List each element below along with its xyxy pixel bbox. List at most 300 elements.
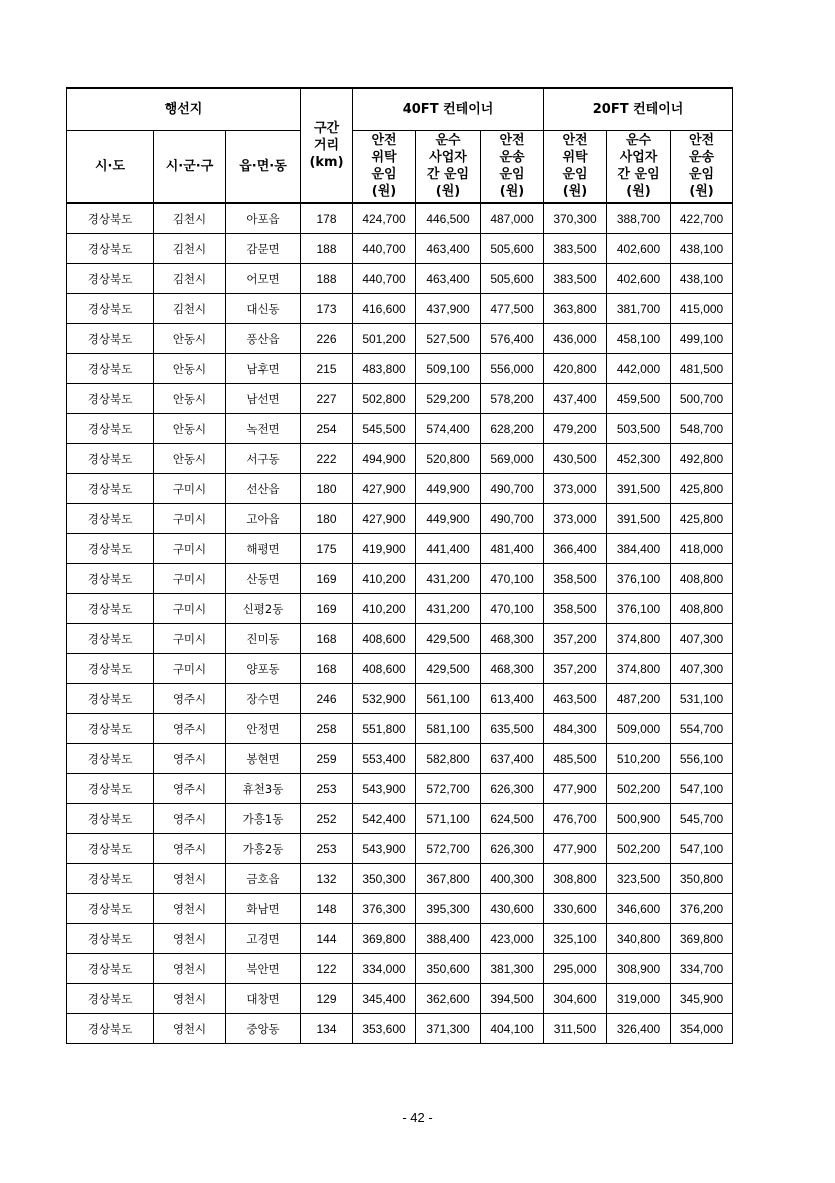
table-cell: 경상북도	[67, 804, 154, 834]
table-cell: 경상북도	[67, 864, 154, 894]
table-cell: 김천시	[154, 203, 226, 234]
table-cell: 408,800	[671, 594, 733, 624]
table-cell: 500,700	[671, 384, 733, 414]
table-cell: 374,800	[607, 654, 671, 684]
table-cell: 369,800	[671, 924, 733, 954]
table-cell: 129	[301, 984, 353, 1014]
table-cell: 180	[301, 474, 353, 504]
table-cell: 362,600	[416, 984, 481, 1014]
table-row	[67, 1014, 733, 1044]
table-cell: 366,400	[544, 534, 607, 564]
table-cell: 408,600	[353, 624, 416, 654]
table-cell: 252	[301, 804, 353, 834]
table-cell: 258	[301, 714, 353, 744]
table-cell: 녹전면	[226, 414, 301, 444]
table-cell: 진미동	[226, 624, 301, 654]
header-rate-col: 안전 위탁 운임 (원)	[544, 130, 607, 203]
table-cell: 502,800	[353, 384, 416, 414]
table-cell: 122	[301, 954, 353, 984]
table-cell: 222	[301, 444, 353, 474]
table-cell: 구미시	[154, 504, 226, 534]
table-cell: 350,800	[671, 864, 733, 894]
freight-rate-table	[66, 87, 733, 1044]
table-cell: 418,000	[671, 534, 733, 564]
table-row	[67, 984, 733, 1014]
table-cell: 492,800	[671, 444, 733, 474]
table-row	[67, 203, 733, 234]
table-cell: 경상북도	[67, 384, 154, 414]
table-cell: 신평2동	[226, 594, 301, 624]
table-cell: 400,300	[481, 864, 544, 894]
table-cell: 경상북도	[67, 984, 154, 1014]
table-cell: 427,900	[353, 474, 416, 504]
table-cell: 477,900	[544, 774, 607, 804]
table-cell: 369,800	[353, 924, 416, 954]
table-cell: 173	[301, 294, 353, 324]
table-cell: 354,000	[671, 1014, 733, 1044]
table-cell: 경상북도	[67, 894, 154, 924]
table-cell: 경상북도	[67, 714, 154, 744]
table-cell: 168	[301, 654, 353, 684]
table-cell: 295,000	[544, 954, 607, 984]
table-cell: 371,300	[416, 1014, 481, 1044]
table-cell: 226	[301, 324, 353, 354]
table-cell: 626,300	[481, 834, 544, 864]
table-cell: 373,000	[544, 504, 607, 534]
table-cell: 463,500	[544, 684, 607, 714]
table-cell: 423,000	[481, 924, 544, 954]
table-cell: 308,900	[607, 954, 671, 984]
table-cell: 449,900	[416, 474, 481, 504]
table-cell: 봉현면	[226, 744, 301, 774]
table-row	[67, 774, 733, 804]
table-cell: 427,900	[353, 504, 416, 534]
table-cell: 383,500	[544, 234, 607, 264]
table-cell: 527,500	[416, 324, 481, 354]
header-rate-col: 운수 사업자 간 운임 (원)	[607, 130, 671, 203]
table-cell: 금호읍	[226, 864, 301, 894]
table-row	[67, 924, 733, 954]
table-cell: 468,300	[481, 654, 544, 684]
table-cell: 구미시	[154, 654, 226, 684]
table-cell: 624,500	[481, 804, 544, 834]
table-cell: 246	[301, 684, 353, 714]
table-cell: 487,200	[607, 684, 671, 714]
table-cell: 510,200	[607, 744, 671, 774]
table-cell: 509,000	[607, 714, 671, 744]
table-cell: 509,100	[416, 354, 481, 384]
table-cell: 169	[301, 564, 353, 594]
table-cell: 613,400	[481, 684, 544, 714]
table-cell: 483,800	[353, 354, 416, 384]
table-cell: 569,000	[481, 444, 544, 474]
header-rate-col: 안전 운송 운임 (원)	[481, 130, 544, 203]
table-cell: 381,300	[481, 954, 544, 984]
table-cell: 영주시	[154, 774, 226, 804]
table-cell: 384,400	[607, 534, 671, 564]
table-cell: 가흥1동	[226, 804, 301, 834]
table-cell: 402,600	[607, 234, 671, 264]
table-cell: 357,200	[544, 624, 607, 654]
table-cell: 경상북도	[67, 414, 154, 444]
table-cell: 520,800	[416, 444, 481, 474]
table-cell: 영주시	[154, 684, 226, 714]
table-cell: 구미시	[154, 624, 226, 654]
table-cell: 188	[301, 234, 353, 264]
table-row	[67, 684, 733, 714]
header-sido: 시·도	[67, 130, 154, 203]
table-cell: 381,700	[607, 294, 671, 324]
table-cell: 경상북도	[67, 624, 154, 654]
table-cell: 132	[301, 864, 353, 894]
table-cell: 502,200	[607, 774, 671, 804]
table-cell: 505,600	[481, 234, 544, 264]
table-cell: 407,300	[671, 624, 733, 654]
table-cell: 남선면	[226, 384, 301, 414]
header-sigungu: 시·군·구	[154, 130, 226, 203]
table-cell: 391,500	[607, 474, 671, 504]
table-cell: 477,500	[481, 294, 544, 324]
table-cell: 358,500	[544, 594, 607, 624]
header-distance: 구간 거리 (km)	[301, 88, 353, 203]
table-cell: 425,800	[671, 474, 733, 504]
table-cell: 345,400	[353, 984, 416, 1014]
table-cell: 경상북도	[67, 1014, 154, 1044]
table-cell: 376,300	[353, 894, 416, 924]
table-row	[67, 294, 733, 324]
table-cell: 346,600	[607, 894, 671, 924]
table-cell: 풍산읍	[226, 324, 301, 354]
table-cell: 376,200	[671, 894, 733, 924]
table-cell: 429,500	[416, 654, 481, 684]
table-cell: 459,500	[607, 384, 671, 414]
table-cell: 경상북도	[67, 534, 154, 564]
table-cell: 572,700	[416, 774, 481, 804]
table-cell: 561,100	[416, 684, 481, 714]
table-row	[67, 444, 733, 474]
table-cell: 경상북도	[67, 954, 154, 984]
table-cell: 582,800	[416, 744, 481, 774]
table-row	[67, 564, 733, 594]
table-row	[67, 864, 733, 894]
table-cell: 425,800	[671, 504, 733, 534]
table-cell: 144	[301, 924, 353, 954]
table-cell: 경상북도	[67, 234, 154, 264]
table-cell: 572,700	[416, 834, 481, 864]
header-20ft: 20FT 컨테이너	[544, 88, 733, 130]
table-cell: 구미시	[154, 594, 226, 624]
table-cell: 395,300	[416, 894, 481, 924]
header-rate-col: 안전 위탁 운임 (원)	[353, 130, 416, 203]
table-cell: 경상북도	[67, 834, 154, 864]
table-cell: 고경면	[226, 924, 301, 954]
table-cell: 476,700	[544, 804, 607, 834]
table-cell: 477,900	[544, 834, 607, 864]
table-cell: 남후면	[226, 354, 301, 384]
table-cell: 안동시	[154, 384, 226, 414]
header-rate-col: 안전 운송 운임 (원)	[671, 130, 733, 203]
table-cell: 경상북도	[67, 684, 154, 714]
table-cell: 358,500	[544, 564, 607, 594]
table-cell: 463,400	[416, 264, 481, 294]
table-cell: 경상북도	[67, 504, 154, 534]
table-cell: 376,100	[607, 594, 671, 624]
table-cell: 산동면	[226, 564, 301, 594]
table-row	[67, 234, 733, 264]
table-cell: 437,900	[416, 294, 481, 324]
table-cell: 410,200	[353, 594, 416, 624]
table-cell: 188	[301, 264, 353, 294]
table-cell: 490,700	[481, 504, 544, 534]
table-cell: 452,300	[607, 444, 671, 474]
table-cell: 253	[301, 834, 353, 864]
table-cell: 아포읍	[226, 203, 301, 234]
table-cell: 경상북도	[67, 924, 154, 954]
table-cell: 485,500	[544, 744, 607, 774]
table-cell: 334,700	[671, 954, 733, 984]
table-cell: 388,700	[607, 203, 671, 234]
table-cell: 442,000	[607, 354, 671, 384]
table-cell: 487,000	[481, 203, 544, 234]
table-cell: 안정면	[226, 714, 301, 744]
table-cell: 경상북도	[67, 203, 154, 234]
table-row	[67, 654, 733, 684]
table-cell: 408,800	[671, 564, 733, 594]
table-cell: 김천시	[154, 294, 226, 324]
table-cell: 영천시	[154, 924, 226, 954]
table-cell: 429,500	[416, 624, 481, 654]
table-cell: 김천시	[154, 264, 226, 294]
table-cell: 경상북도	[67, 294, 154, 324]
table-cell: 402,600	[607, 264, 671, 294]
header-rate-col: 운수 사업자 간 운임 (원)	[416, 130, 481, 203]
table-row	[67, 954, 733, 984]
table-cell: 259	[301, 744, 353, 774]
table-cell: 구미시	[154, 474, 226, 504]
table-cell: 383,500	[544, 264, 607, 294]
header-origin: 행선지	[67, 88, 301, 130]
table-cell: 449,900	[416, 504, 481, 534]
table-cell: 311,500	[544, 1014, 607, 1044]
table-cell: 556,000	[481, 354, 544, 384]
table-cell: 345,900	[671, 984, 733, 1014]
table-cell: 547,100	[671, 834, 733, 864]
table-cell: 253	[301, 774, 353, 804]
table-cell: 410,200	[353, 564, 416, 594]
table-cell: 468,300	[481, 624, 544, 654]
table-cell: 180	[301, 504, 353, 534]
table-cell: 178	[301, 203, 353, 234]
table-row	[67, 624, 733, 654]
table-cell: 경상북도	[67, 324, 154, 354]
table-cell: 화남면	[226, 894, 301, 924]
table-header	[67, 88, 733, 203]
table-cell: 227	[301, 384, 353, 414]
table-cell: 531,100	[671, 684, 733, 714]
table-cell: 중앙동	[226, 1014, 301, 1044]
page-number: - 42 -	[402, 1110, 433, 1125]
table-cell: 134	[301, 1014, 353, 1044]
table-cell: 422,700	[671, 203, 733, 234]
table-cell: 308,800	[544, 864, 607, 894]
table-cell: 545,700	[671, 804, 733, 834]
table-row	[67, 714, 733, 744]
table-row	[67, 534, 733, 564]
table-cell: 경상북도	[67, 444, 154, 474]
table-cell: 영천시	[154, 1014, 226, 1044]
table-cell: 543,900	[353, 774, 416, 804]
table-cell: 628,200	[481, 414, 544, 444]
table-cell: 350,300	[353, 864, 416, 894]
table-row	[67, 324, 733, 354]
table-row	[67, 594, 733, 624]
table-cell: 438,100	[671, 234, 733, 264]
table-cell: 안동시	[154, 324, 226, 354]
table-cell: 470,100	[481, 564, 544, 594]
table-cell: 556,100	[671, 744, 733, 774]
table-cell: 370,300	[544, 203, 607, 234]
table-cell: 가흥2동	[226, 834, 301, 864]
table-cell: 영주시	[154, 744, 226, 774]
table-cell: 영천시	[154, 864, 226, 894]
table-cell: 576,400	[481, 324, 544, 354]
table-cell: 436,000	[544, 324, 607, 354]
table-cell: 578,200	[481, 384, 544, 414]
table-cell: 영천시	[154, 894, 226, 924]
table-cell: 319,000	[607, 984, 671, 1014]
table-cell: 394,500	[481, 984, 544, 1014]
table-cell: 635,500	[481, 714, 544, 744]
table-cell: 감문면	[226, 234, 301, 264]
table-cell: 500,900	[607, 804, 671, 834]
table-cell: 446,500	[416, 203, 481, 234]
table-cell: 479,200	[544, 414, 607, 444]
table-cell: 626,300	[481, 774, 544, 804]
table-cell: 구미시	[154, 564, 226, 594]
table-cell: 431,200	[416, 594, 481, 624]
table-cell: 215	[301, 354, 353, 384]
table-cell: 영주시	[154, 714, 226, 744]
table-cell: 542,400	[353, 804, 416, 834]
table-cell: 529,200	[416, 384, 481, 414]
table-cell: 영천시	[154, 954, 226, 984]
table-cell: 494,900	[353, 444, 416, 474]
table-cell: 547,100	[671, 774, 733, 804]
table-cell: 장수면	[226, 684, 301, 714]
table-row	[67, 804, 733, 834]
table-row	[67, 474, 733, 504]
table-cell: 419,900	[353, 534, 416, 564]
table-cell: 양포동	[226, 654, 301, 684]
table-cell: 148	[301, 894, 353, 924]
table-cell: 440,700	[353, 264, 416, 294]
table-cell: 543,900	[353, 834, 416, 864]
table-cell: 안동시	[154, 414, 226, 444]
table-cell: 574,400	[416, 414, 481, 444]
table-row	[67, 744, 733, 774]
table-cell: 490,700	[481, 474, 544, 504]
table-cell: 340,800	[607, 924, 671, 954]
table-cell: 169	[301, 594, 353, 624]
table-cell: 458,100	[607, 324, 671, 354]
table-cell: 363,800	[544, 294, 607, 324]
table-row	[67, 384, 733, 414]
table-cell: 416,600	[353, 294, 416, 324]
table-cell: 353,600	[353, 1014, 416, 1044]
table-cell: 325,100	[544, 924, 607, 954]
table-cell: 영주시	[154, 804, 226, 834]
table-cell: 373,000	[544, 474, 607, 504]
table-cell: 408,600	[353, 654, 416, 684]
table-body	[67, 203, 733, 1044]
table-cell: 581,100	[416, 714, 481, 744]
table-row	[67, 504, 733, 534]
table-cell: 545,500	[353, 414, 416, 444]
table-cell: 고아읍	[226, 504, 301, 534]
table-cell: 407,300	[671, 654, 733, 684]
table-row	[67, 354, 733, 384]
table-cell: 438,100	[671, 264, 733, 294]
table-cell: 376,100	[607, 564, 671, 594]
table-cell: 326,400	[607, 1014, 671, 1044]
table-cell: 553,400	[353, 744, 416, 774]
table-cell: 김천시	[154, 234, 226, 264]
table-cell: 505,600	[481, 264, 544, 294]
table-cell: 대신동	[226, 294, 301, 324]
table-cell: 551,800	[353, 714, 416, 744]
table-cell: 481,500	[671, 354, 733, 384]
table-cell: 637,400	[481, 744, 544, 774]
table-cell: 영주시	[154, 834, 226, 864]
table-row	[67, 834, 733, 864]
table-cell: 경상북도	[67, 744, 154, 774]
table-cell: 168	[301, 624, 353, 654]
table-cell: 350,600	[416, 954, 481, 984]
table-cell: 안동시	[154, 444, 226, 474]
table-cell: 437,400	[544, 384, 607, 414]
table-cell: 경상북도	[67, 564, 154, 594]
table-cell: 254	[301, 414, 353, 444]
table-cell: 532,900	[353, 684, 416, 714]
table-cell: 441,400	[416, 534, 481, 564]
table-cell: 357,200	[544, 654, 607, 684]
table-cell: 선산읍	[226, 474, 301, 504]
table-cell: 334,000	[353, 954, 416, 984]
table-cell: 481,400	[481, 534, 544, 564]
table-cell: 554,700	[671, 714, 733, 744]
table-row	[67, 414, 733, 444]
table-cell: 420,800	[544, 354, 607, 384]
table-cell: 404,100	[481, 1014, 544, 1044]
table-cell: 424,700	[353, 203, 416, 234]
table-cell: 어모면	[226, 264, 301, 294]
table-cell: 499,100	[671, 324, 733, 354]
table-cell: 388,400	[416, 924, 481, 954]
table-cell: 304,600	[544, 984, 607, 1014]
table-cell: 경상북도	[67, 594, 154, 624]
table-cell: 해평면	[226, 534, 301, 564]
table-cell: 440,700	[353, 234, 416, 264]
table-row	[67, 894, 733, 924]
table-cell: 서구동	[226, 444, 301, 474]
table-cell: 안동시	[154, 354, 226, 384]
table-cell: 경상북도	[67, 774, 154, 804]
table-cell: 470,100	[481, 594, 544, 624]
table-cell: 430,500	[544, 444, 607, 474]
table-cell: 501,200	[353, 324, 416, 354]
table-cell: 430,600	[481, 894, 544, 924]
table-cell: 휴천3동	[226, 774, 301, 804]
